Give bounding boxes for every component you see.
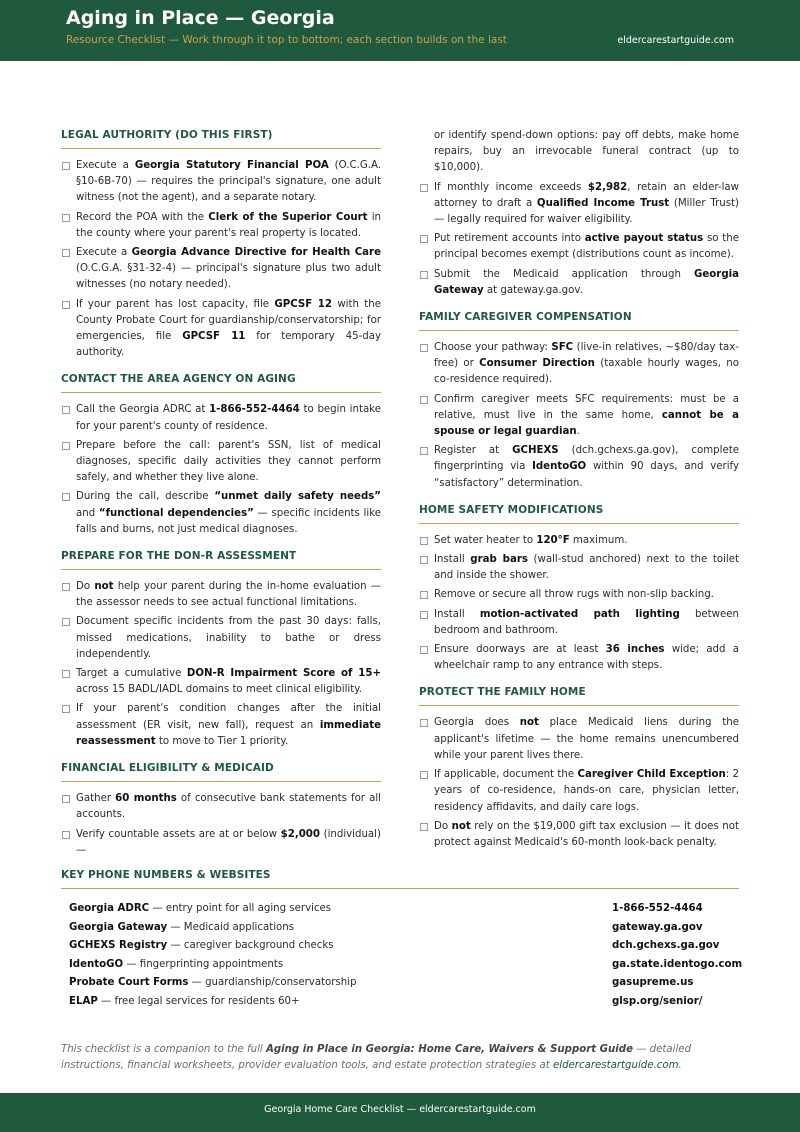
checkbox[interactable]	[62, 162, 70, 170]
checkbox[interactable]	[62, 831, 70, 839]
contact-name: Georgia ADRC	[69, 903, 150, 914]
contact-value[interactable]: ga.state.identogo.com	[612, 958, 743, 970]
contact-value[interactable]: gateway.ga.gov	[612, 921, 703, 933]
checklist-item: Execute a Georgia Advance Directive for Health Care (O.C.G.A. §31-32-4) — principal's signature plus two adult witnesses (no notary needed).	[61, 245, 381, 294]
section-protect-home	[419, 683, 739, 851]
checklist-item: If monthly income exceeds $2,982, retain an elder-law attorney to draft a Qualified Income Trust (Miller Trust) — legally required for waiver eligibility.	[419, 180, 739, 229]
section-don-r	[61, 547, 381, 750]
checkbox[interactable]	[62, 442, 70, 450]
section-caregiver-compensation	[419, 308, 739, 492]
contact-name: ELAP	[69, 995, 98, 1007]
contact-value[interactable]: gasupreme.us	[612, 977, 694, 988]
checkbox[interactable]	[62, 406, 70, 414]
contact-row: IdentoGO — fingerprinting appointments ga.state.identogo.com	[69, 958, 743, 970]
checkbox[interactable]	[420, 537, 428, 545]
checkbox[interactable]	[420, 396, 428, 404]
checklist-item: Put retirement accounts into active payout status so the principal becomes exempt (distributions count as income).	[419, 231, 739, 263]
checklist-item-continued: or identify spend-down options: pay off debts, make home repairs, buy an irrevocable funeral contract (up to $10,000).	[434, 130, 739, 174]
right-column	[419, 128, 739, 860]
checkbox[interactable]	[420, 556, 428, 564]
section-title: PREPARE FOR THE DON-R ASSESSMENT	[61, 547, 381, 570]
section-home-safety	[419, 501, 739, 675]
contact-row: Georgia Gateway — Medicaid applications gateway.ga.gov	[69, 921, 703, 933]
page-title: Aging in Place — Georgia	[66, 7, 335, 29]
contact-name: Georgia Gateway	[69, 921, 168, 933]
contact-row: Probate Court Forms — guardianship/conservatorship gasupreme.us	[69, 977, 694, 988]
page-subtitle: Resource Checklist — Work through it top to bottom; each section builds on the last	[66, 34, 507, 46]
checklist-item: Gather 60 months of consecutive bank statements for all accounts.	[61, 791, 381, 823]
section-area-agency	[61, 370, 381, 538]
checklist-item: During the call, describe “unmet daily safety needs” and “functional dependencies” — specific incidents like falls and burns, not just medical diagnoses.	[61, 489, 381, 538]
companion-note: This checklist is a companion to the full Aging in Place in Georgia: Home Care, Waivers & Support Guide — detailed instructions, financial worksheets, provider evaluation tools, and estate protection strategies at eldercarestartguide.com.	[61, 1044, 692, 1071]
checklist-item: Submit the Medicaid application through Georgia Gateway at gateway.ga.gov.	[419, 267, 739, 299]
checkbox[interactable]	[420, 771, 428, 779]
contact-name: IdentoGO	[69, 958, 124, 970]
checklist-item: Execute a Georgia Statutory Financial POA (O.C.G.A. §10-6B-70) — requires the principal's signature, one adult witness (not the agent), and a separate notary.	[61, 158, 381, 207]
checklist-item: Do not rely on the $19,000 gift tax exclusion — it does not protect against Medicaid's 60-month look-back penalty.	[419, 819, 739, 851]
footer-text: Georgia Home Care Checklist — eldercarestartguide.com	[264, 1104, 536, 1115]
checkbox[interactable]	[420, 591, 428, 599]
header-site-url: eldercarestartguide.com	[617, 35, 734, 46]
section-title: CONTACT THE AREA AGENCY ON AGING	[61, 370, 381, 393]
section-title: PROTECT THE FAMILY HOME	[419, 683, 739, 706]
checklist-item: Register at GCHEXS (dch.gchexs.ga.gov), complete fingerprinting via IdentoGO within 90 days, and verify “satisfactory” determination.	[419, 443, 739, 492]
section-title: FAMILY CAREGIVER COMPENSATION	[419, 308, 739, 331]
section-financial-continued	[419, 128, 739, 299]
checklist-item: Ensure doorways are at least 36 inches wide; add a wheelchair ramp to any entrance with steps.	[419, 642, 739, 674]
contact-value[interactable]: 1-866-552-4464	[612, 903, 703, 914]
checkbox[interactable]	[62, 249, 70, 257]
checklist-item: If applicable, document the Caregiver Child Exception: 2 years of co-residence, hands-on care, physician letter, residency affidavits, and daily care logs.	[419, 767, 739, 816]
contact-value[interactable]: dch.gchexs.ga.gov	[612, 940, 720, 951]
contact-row: GCHEXS Registry — caregiver background checks dch.gchexs.ga.gov	[69, 940, 720, 951]
checklist-item: If your parent's condition changes after the initial assessment (ER visit, new fall), request an immediate reassessment to move to Tier 1 priority.	[61, 701, 381, 750]
checkbox[interactable]	[62, 301, 70, 309]
checklist-item: Confirm caregiver meets SFC requirements: must be a relative, must live in the same home, cannot be a spouse or legal guardian.	[419, 392, 739, 441]
contact-name: Probate Court Forms	[69, 977, 189, 988]
checkbox[interactable]	[62, 795, 70, 803]
page-footer	[0, 1093, 800, 1132]
key-phone-numbers-section	[61, 866, 743, 1014]
checkbox[interactable]	[420, 823, 428, 831]
section-title: LEGAL AUTHORITY (DO THIS FIRST)	[61, 126, 381, 149]
section-title: HOME SAFETY MODIFICATIONS	[419, 501, 739, 524]
checkbox[interactable]	[420, 235, 428, 243]
guide-link[interactable]: eldercarestartguide.com	[552, 1060, 679, 1071]
checklist-item: Call the Georgia ADRC at 1-866-552-4464 to begin intake for your parent's county of residence.	[61, 402, 381, 434]
checklist-item: Do not help your parent during the in-home evaluation — the assessor needs to see actual functional limitations.	[61, 579, 381, 611]
section-title: FINANCIAL ELIGIBILITY & MEDICAID	[61, 759, 381, 782]
checklist-item: Set water heater to 120°F maximum.	[419, 533, 739, 549]
section-title: KEY PHONE NUMBERS & WEBSITES	[61, 866, 739, 889]
checklist-item: Prepare before the call: parent's SSN, list of medical diagnoses, specific daily activities they cannot perform safely, and whether they live alone.	[61, 438, 381, 487]
contact-row: ELAP — free legal services for residents 60+ glsp.org/senior/	[69, 995, 703, 1007]
checkbox[interactable]	[420, 344, 428, 352]
checklist-item: Georgia does not place Medicaid liens during the applicant's lifetime — the home remains unencumbered while your parent lives there.	[419, 715, 739, 764]
checklist-item: Target a cumulative DON-R Impairment Score of 15+ across 15 BADL/IADL domains to meet clinical eligibility.	[61, 666, 381, 698]
checklist-item: Install motion-activated path lighting between bedroom and bathroom.	[419, 607, 739, 639]
checklist-item: Install grab bars (wall-stud anchored) next to the toilet and inside the shower.	[419, 552, 739, 584]
contact-name: GCHEXS Registry	[69, 940, 168, 951]
checkbox[interactable]	[420, 184, 428, 192]
page-header	[0, 0, 800, 61]
section-financial	[61, 759, 381, 859]
left-column	[61, 126, 381, 868]
checkbox[interactable]	[62, 618, 70, 626]
section-legal-authority	[61, 126, 381, 361]
checkbox[interactable]	[62, 214, 70, 222]
checkbox[interactable]	[62, 583, 70, 591]
checklist-item: If your parent has lost capacity, file GPCSF 12 with the County Probate Court for guardianship/conservatorship; for emergencies, file GPCSF 11 for temporary 45-day authority.	[61, 297, 381, 362]
checklist-item: Record the POA with the Clerk of the Superior Court in the county where your parent's real property is located.	[61, 210, 381, 242]
checklist-item: Document specific incidents from the past 30 days: falls, missed medications, inability to bathe or dress independently.	[61, 614, 381, 663]
contact-row: Georgia ADRC — entry point for all aging services 1-866-552-4464	[69, 903, 703, 914]
contact-value[interactable]: glsp.org/senior/	[612, 995, 703, 1007]
checkbox[interactable]	[420, 271, 428, 279]
checkbox[interactable]	[420, 646, 428, 654]
checkbox[interactable]	[62, 705, 70, 713]
checklist-item: Remove or secure all throw rugs with non-slip backing.	[419, 587, 739, 603]
checkbox[interactable]	[62, 670, 70, 678]
checkbox[interactable]	[420, 719, 428, 727]
checkbox[interactable]	[420, 447, 428, 455]
checklist-item: Choose your pathway: SFC (live-in relatives, ~$80/day tax-free) or Consumer Direction (taxable hourly wages, no co-residence required).	[419, 340, 739, 389]
checkbox[interactable]	[420, 611, 428, 619]
checkbox[interactable]	[62, 493, 70, 501]
checklist-item: Verify countable assets are at or below $2,000 (individual) —	[61, 827, 381, 859]
